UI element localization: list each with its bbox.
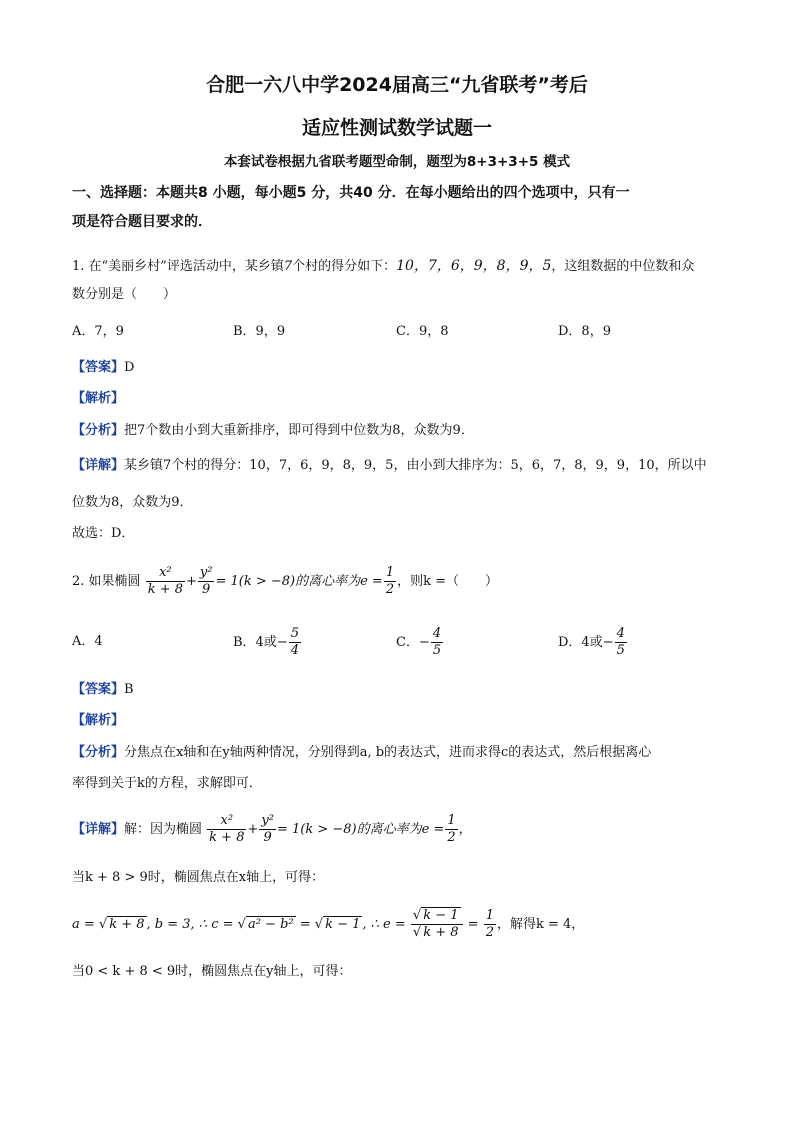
q1-fenxi-text: 把7个数由小到大重新排序，即可得到中位数为8，众数为9．	[124, 423, 474, 438]
q2-frac-x: $\frac{\text{x²}}{k + 8}$	[147, 565, 183, 597]
section-heading-line1: 一、选择题：本题共8 小题，每小题5 分，共40 分．在每小题给出的四个选项中，只有一	[72, 185, 630, 201]
q1-answer-tag: 【答案】	[72, 360, 125, 375]
q1-stem-line2: 数分别是（ ）	[72, 287, 177, 302]
q2-fenxi-text1: 分焦点在x轴和在y轴两种情况，分别得到a, b的表达式，进而求得c的表达式，然后根据离心	[124, 745, 652, 760]
q1-stem-part-b: 个村的得分如下：	[292, 259, 397, 274]
q2-fenxi-line1	[72, 743, 651, 763]
q2-option-d: D．4或− $\frac{4}{5}$	[558, 626, 625, 658]
q2-analysis	[72, 711, 124, 731]
q1-stem-part-c: ，这组数据的中位数和众	[551, 259, 695, 274]
q2-stem-suffix: ，则k =（ ）	[397, 574, 499, 589]
q2-answer	[72, 680, 134, 700]
q1-detail-line2: 位数为8，众数为9．	[72, 495, 193, 510]
q1-stem-data: 10，7，6，9，8，9，5	[396, 258, 552, 274]
q2-fenxi-tag: 【分析】	[72, 745, 125, 760]
q1-stem-num: 7	[283, 259, 293, 274]
q2-answer-value: B	[124, 682, 134, 697]
q2-fenxi-line2: 率得到关于k的方程，求解即可．	[72, 776, 262, 791]
q2-case2: 当0 < k + 8 < 9时，椭圆焦点在y轴上，可得：	[72, 964, 352, 979]
q1-answer	[72, 358, 134, 378]
section-heading-line2: 项是符合题目要求的．	[72, 214, 212, 230]
q1-option-d: D．8，9	[558, 324, 611, 339]
q2-calc-line: a = √ k + 8 , b = 3, ∴ c = √ a² − b² = √ k − 1 , ∴ e = $\frac{√ k - 1}{√ k + 8}$ = $\frac{1}{2}$ ，解得k = 4，	[72, 908, 585, 940]
exam-subtitle: 本套试卷根据九省联考题型命制，题型为8+3+3+5 模式	[223, 154, 571, 170]
q1-option-c: C．9，8	[396, 324, 449, 339]
q2-stem-mid: = 1(k > −8)的离心率为e =	[215, 574, 383, 589]
q2-option-a: A．4	[72, 634, 103, 649]
q1-conclusion: 故选：D．	[72, 526, 135, 541]
q2-detail-tag: 【详解】	[72, 822, 125, 837]
q2-frac-y: $\frac{\text{y²}}{9}$	[199, 565, 213, 597]
q1-stem-line1	[72, 256, 694, 277]
q2-analysis-tag: 【解析】	[72, 713, 125, 728]
q2-option-b: B．4或− $\frac{5}{4}$	[233, 626, 299, 658]
q1-fenxi	[72, 421, 474, 441]
q2-case1: 当k + 8 > 9时，椭圆焦点在x轴上，可得：	[72, 870, 325, 885]
exam-title-line2: 适应性测试数学试题一	[301, 117, 492, 139]
q2-stem-prefix: 2. 如果椭圆	[72, 574, 141, 589]
q2-answer-tag: 【答案】	[72, 682, 125, 697]
q2-stem: 2. 如果椭圆 $\frac{\text{x²}}{k + 8}$ + $\frac{\text{y²}}{9}$ = 1(k > −8)的离心率为e = $\frac{1}{2}$ ，则k =（ ）	[72, 565, 499, 597]
q1-answer-value: D	[124, 360, 135, 375]
exam-title-line1: 合肥一六八中学2024届高三“九省联考”考后	[206, 74, 588, 96]
q1-detail-tag: 【详解】	[72, 458, 125, 473]
q1-stem-part-a: 1. 在“美丽乡村”评选活动中，某乡镇	[72, 259, 284, 274]
q1-fenxi-tag: 【分析】	[72, 423, 125, 438]
q1-option-b: B．9，9	[233, 324, 286, 339]
q1-detail-text1: 某乡镇7个村的得分：10，7，6，9，8，9，5，由小到大排序为：5，6，7，8，9，9，10，所以中	[124, 458, 707, 473]
q1-analysis	[72, 389, 124, 409]
q1-detail-line1	[72, 456, 707, 476]
q2-option-c: C．− $\frac{4}{5}$	[396, 626, 442, 658]
q1-option-a: A．7，9	[72, 324, 124, 339]
q2-detail-line1: 【详解】解：因为椭圆 $\frac{\text{x²}}{k + 8}$ + $\frac{\text{y²}}{9}$ = 1(k > −8)的离心率为e = $\frac{1}{2}$ ，	[72, 813, 472, 845]
q1-analysis-tag: 【解析】	[72, 391, 125, 406]
q2-frac-half: $\frac{1}{2}$	[385, 565, 395, 597]
